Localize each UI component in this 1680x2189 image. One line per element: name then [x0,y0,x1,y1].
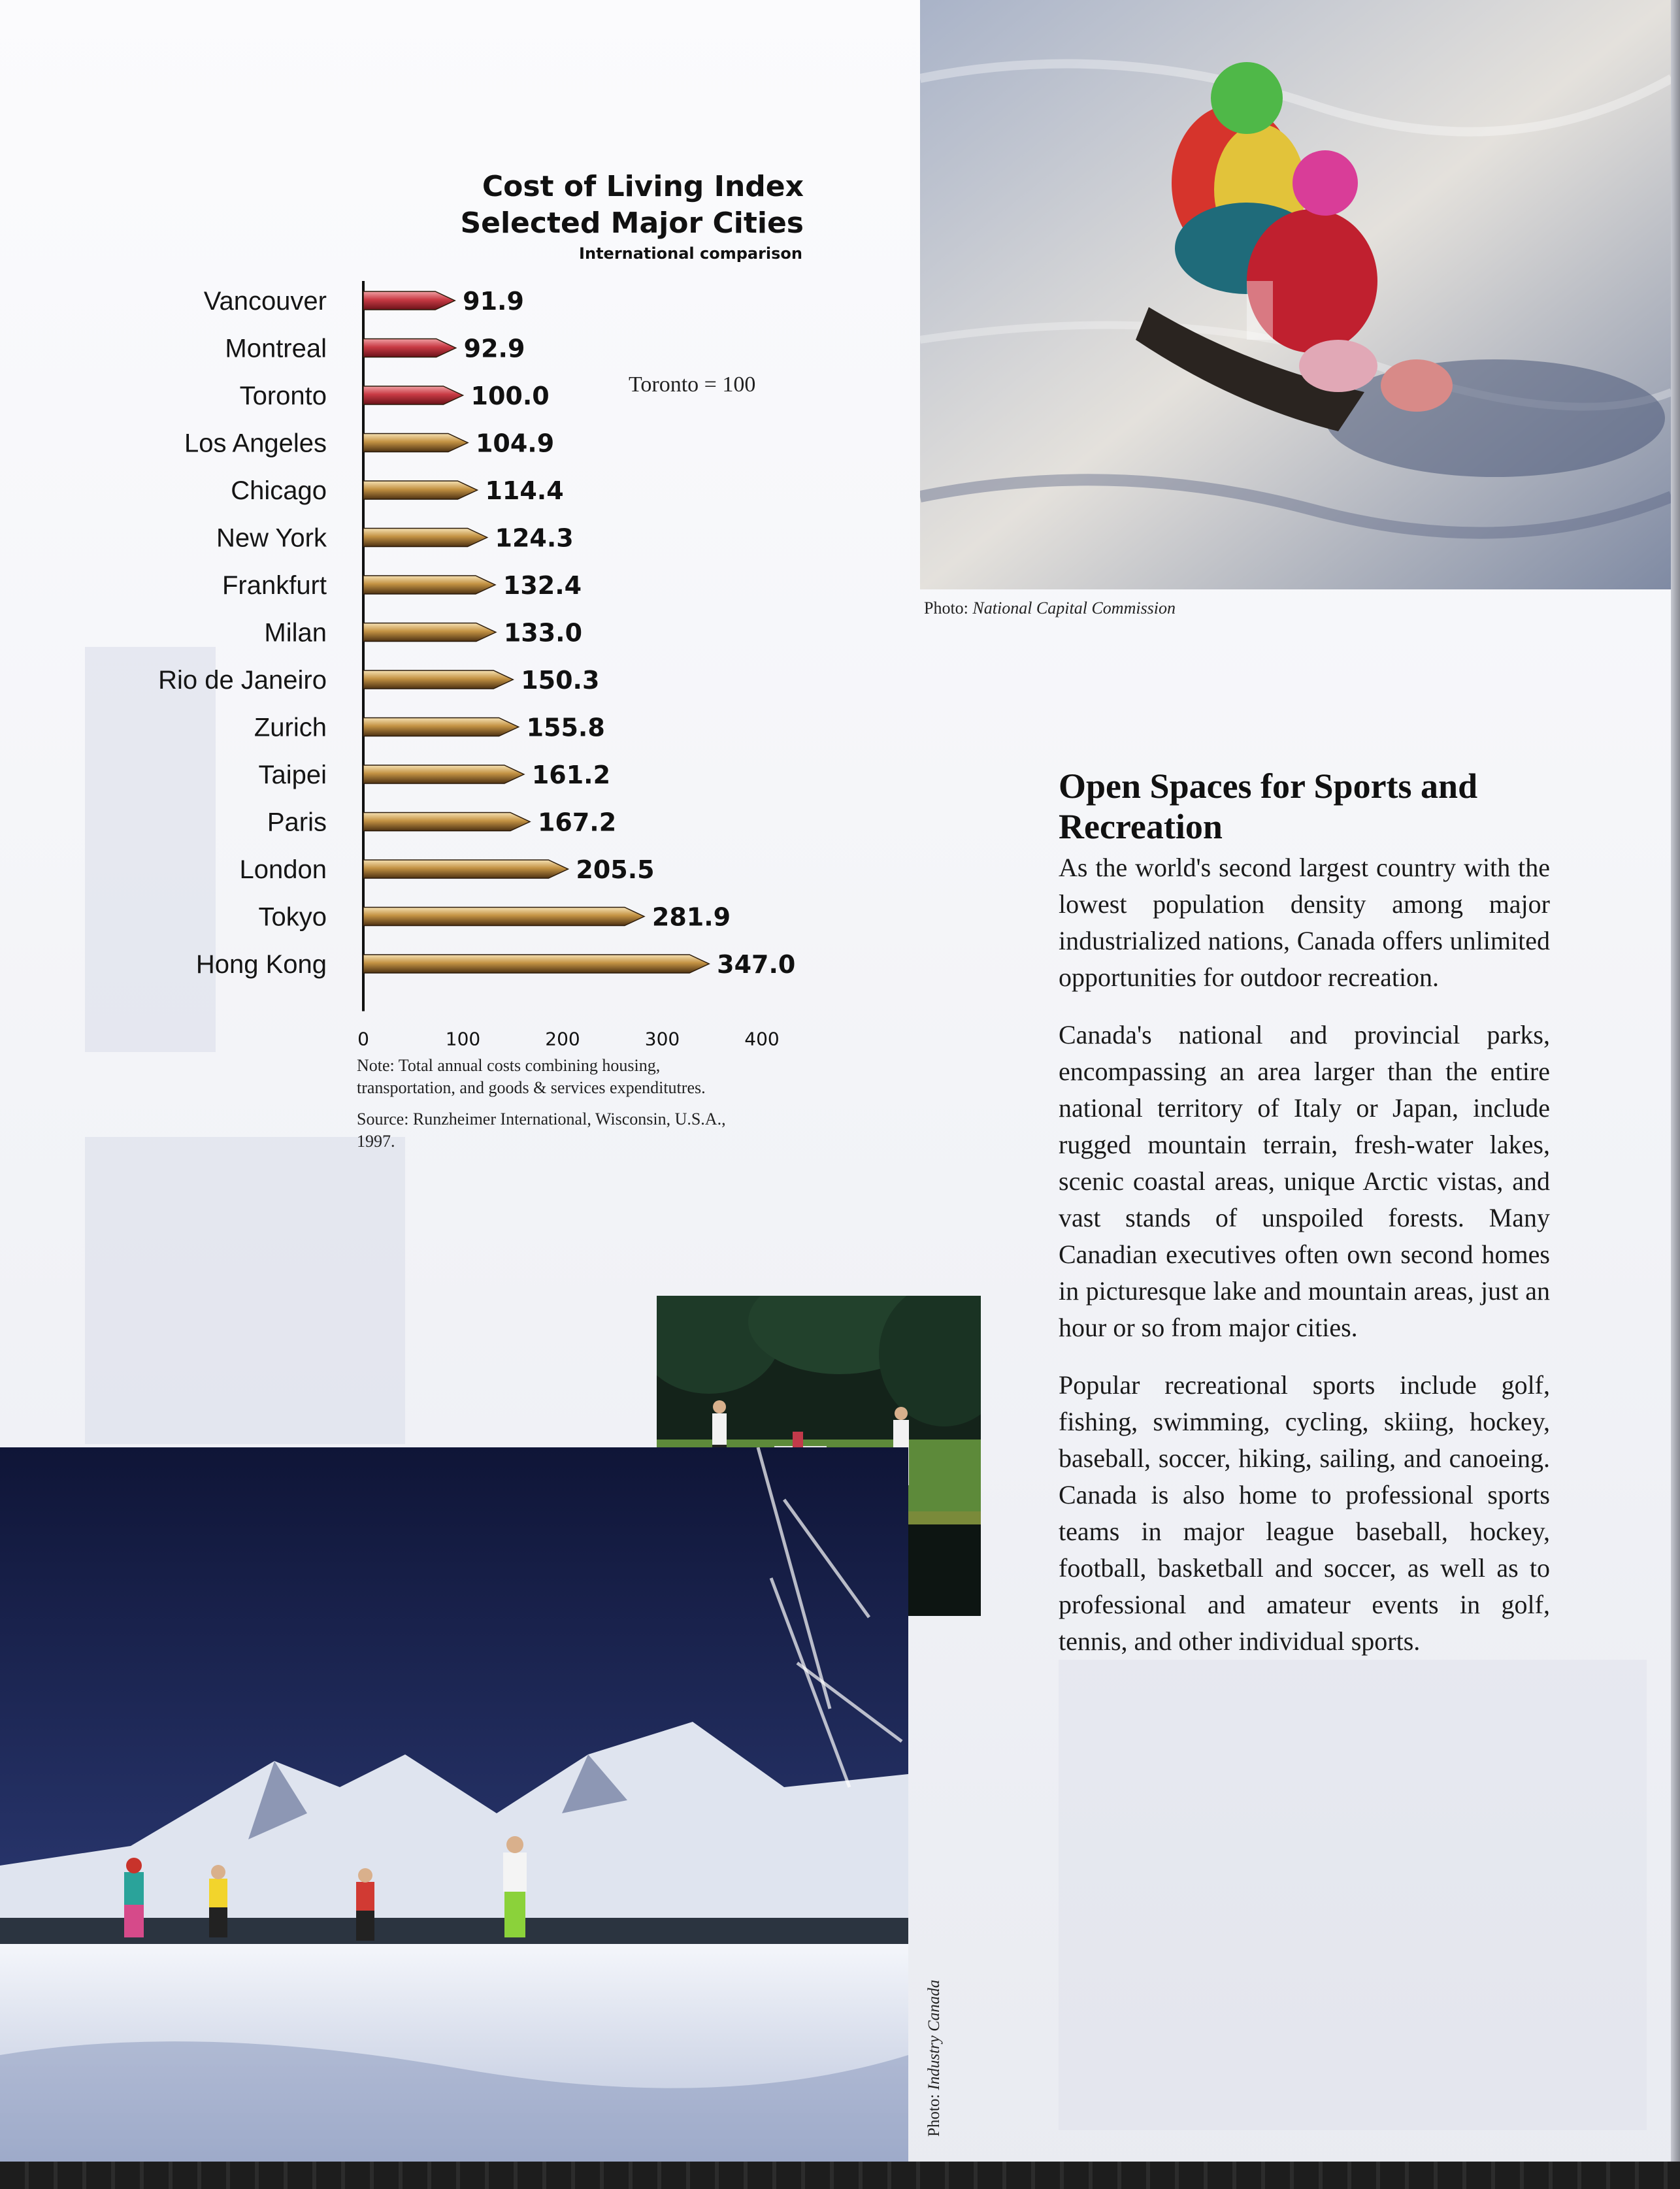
scan-bottom-strip [0,2162,1680,2189]
article-paragraph: As the world's second largest country with the lowest population density among major industrialized nations, Canada offers unlimited opportunities for outdoor recreation. [1059,853,1550,992]
chart-category-label: Los Angeles [184,429,327,458]
chart-annotation: Toronto = 100 [629,372,756,397]
chart-category-label: Toronto [239,382,327,410]
chart-category-label: London [239,855,327,884]
chart-value-label: 100.0 [470,382,550,410]
chart-bar [363,291,455,310]
chart-value-label: 281.9 [651,902,731,932]
chart-tick-label: 400 [744,1028,780,1045]
chart-subtitle: International comparison [579,244,802,263]
chart-value-label: 92.9 [463,334,525,363]
tobogganing-photo [920,0,1672,589]
chart-category-label: Chicago [231,476,327,505]
chart-value-label: 104.9 [475,429,555,458]
chart-tick-label: 200 [545,1028,580,1045]
chart-bar [363,386,463,404]
cross-country-skiing-photo [0,1447,908,2162]
article-body [1059,849,1550,1681]
chart-bar [363,670,513,689]
chart-category-label: Paris [267,808,327,837]
chart-value-label: 155.8 [526,713,605,742]
page-edge-shadow [1671,0,1680,2189]
background-ghost-panel [1059,1660,1647,2130]
chart-value-label: 205.5 [576,855,655,884]
chart-category-label: Tokyo [258,902,327,932]
chart-bar [363,955,709,973]
chart-category-label: Frankfurt [222,571,327,600]
chart-tick-label: 100 [445,1028,481,1045]
chart-value-label: 114.4 [485,476,564,505]
article-title: Open Spaces for Sports and Recreation [1059,766,1478,846]
chart-category-label: Taipei [258,761,327,789]
chart-bar [363,813,530,831]
chart-tick-label: 300 [644,1028,680,1045]
chart-bar [363,434,468,452]
chart-tick-label: 0 [357,1028,369,1045]
chart-bar [363,481,477,499]
chart-value-label: 91.9 [463,287,524,316]
chart-category-label: Milan [264,618,327,648]
chart-value-label: 132.4 [502,571,582,600]
chart-note: Note: Total annual costs combining housing, transportation, and goods & services expenditutres. [357,1056,706,1097]
ski-photo-caption [925,1980,944,2137]
chart-bar [363,576,495,594]
top-photo-caption [924,599,1176,618]
chart-value-label: 124.3 [495,523,574,553]
background-ghost-panel [85,1137,405,1444]
chart-category-label: Rio de Janeiro [158,666,327,695]
caption-prefix: Photo: [925,2090,943,2137]
chart-source: Source: Runzheimer International, Wisconsin, U.S.A., 1997. [357,1110,726,1151]
caption-credit: National Capital Commission [972,599,1176,617]
chart-bar [363,908,644,926]
caption-credit: Industry Canada [925,1979,943,2090]
article-paragraph: Canada's national and provincial parks, encompassing an area larger than the entire national territory of Italy or Japan, include rugged mountain terrain, fresh-water lakes, scenic coastal areas, unique Arctic vistas, and vast stands of unspoiled forests. Many Canadian executives often own second homes in picturesque lake and mountain areas, just an hour or so from major cities. [1059,1020,1550,1342]
chart-value-label: 150.3 [521,666,600,695]
chart-bar [363,860,568,878]
chart-bar [363,529,487,547]
chart-bar [363,718,519,736]
chart-value-label: 133.0 [503,618,583,648]
chart-bar [363,339,456,357]
caption-prefix: Photo: [924,599,973,617]
cost-of-living-bar-chart [0,261,810,1045]
chart-category-label: Zurich [254,713,327,742]
chart-value-label: 347.0 [717,950,796,979]
chart-value-label: 167.2 [537,808,617,837]
chart-bar [363,623,496,642]
chart-value-label: 161.2 [531,761,611,789]
chart-title: Cost of Living Index Selected Major Cities [460,170,804,240]
chart-category-label: Hong Kong [195,950,327,979]
article-paragraph: Popular recreational sports include golf, fishing, swimming, cycling, skiing, hockey, baseball, soccer, hiking, sailing, and canoeing. Canada is also home to professional sports teams in major league baseball, hockey, football, basketball and soccer, as well as to professional and amateur events in golf, tennis, and other individual sports. [1059,1370,1550,1656]
chart-category-label: New York [216,523,327,553]
chart-bar [363,765,524,783]
chart-category-label: Montreal [225,334,327,363]
chart-category-label: Vancouver [203,287,327,316]
